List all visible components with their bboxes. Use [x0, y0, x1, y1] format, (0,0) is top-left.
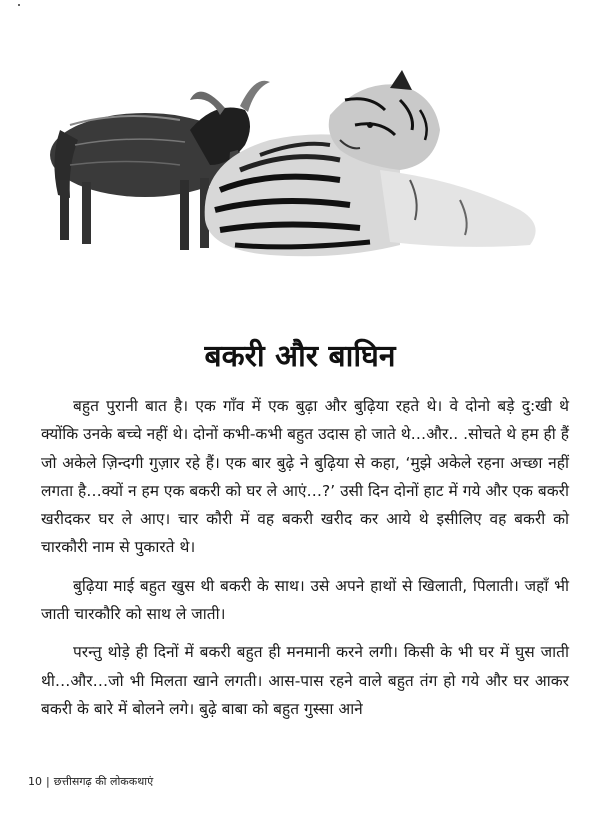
paragraph-2: बुढ़िया माई बहुत खुस थी बकरी के साथ। उसे अपने हाथों से खिलाती, पिलाती। जहाँ भी जाती चारकौरि को साथ ले जाती। — [41, 576, 569, 624]
corner-mark — [18, 4, 20, 6]
story-body — [41, 392, 569, 733]
footer-separator: | — [46, 775, 50, 788]
page-footer — [28, 774, 153, 789]
page-number: 10 — [28, 775, 42, 788]
goat-and-tiger-illustration — [40, 70, 565, 270]
tiger-image — [205, 70, 536, 256]
book-title: छत्तीसगढ़ की लोककथाएं — [53, 775, 154, 788]
story-title: बकरी और बाघिन — [204, 339, 396, 374]
paragraph-1: बहुत पुरानी बात है। एक गाँव में एक बुढ़ा और बुढ़िया रहते थे। वे दोनो बड़े दु:खी थे क्योंकि उनके बच्चे नहीं थे। दोनों कभी-कभी बहुत उदास हो जाते थे…और.. .सोचते थे हम ही हैं जो अकेले ज़िन्दगी गुज़ार रहे हैं। एक बार बुढ़े ने बुढ़िया से कहा, ‘मुझे अकेले रहना अच्छा नहीं लगता है…क्यों न हम एक बकरी को घर ले आएं…?’ उसी दिन दोनों हाट में गये और एक बकरी खरीदकर घर ले आए। चार कौरी में वह बकरी खरीद कर आये थे इसीलिए वह बकरी को चारकौरी नाम से पुकारते थे। — [41, 397, 569, 557]
paragraph-3: परन्तु थोड़े ही दिनों में बकरी बहुत ही मनमानी करने लगी। किसी के भी घर में घुस जाती थी…और…जो भी मिलता खाने लगती। आस-पास रहने वाले बहुत तंग हो गये और घर आकर बकरी के बारे में बोलने लगे। बुढ़े बाबा को बहुत गुस्सा आने — [41, 643, 569, 718]
